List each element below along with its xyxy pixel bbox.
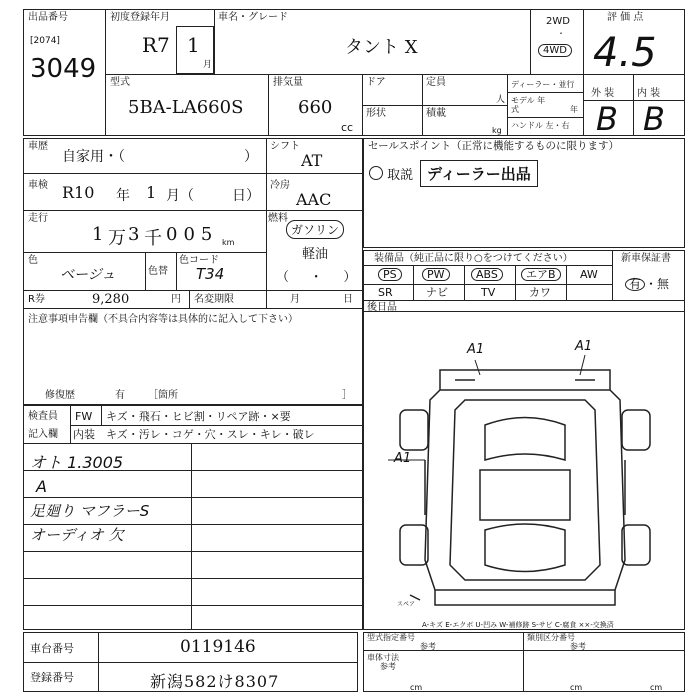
handle-label: ハンドル 左・右 bbox=[511, 121, 570, 130]
manual-label: 取説 bbox=[387, 168, 414, 183]
exterior-grade: B bbox=[596, 100, 618, 138]
length-unit-2: cm bbox=[570, 683, 583, 692]
load-unit: kg bbox=[492, 126, 502, 135]
first-reg-era: R7 bbox=[142, 33, 170, 57]
model-code: 5BA-LA660S bbox=[128, 97, 244, 118]
month-unit: 月 bbox=[203, 60, 213, 70]
equipment-label: 装備品（純正品に限り○をつけてください） bbox=[374, 253, 573, 264]
inspector-label: 検査員 bbox=[28, 411, 58, 422]
mark-a1-side: A1 bbox=[394, 451, 412, 466]
exterior-label: 外 装 bbox=[591, 88, 615, 99]
mileage-rest: 005 bbox=[166, 224, 219, 245]
model-designation-ref: 参考 bbox=[420, 642, 436, 651]
fuel-selected: ガソリン bbox=[286, 220, 344, 239]
history-close: ） bbox=[244, 149, 258, 165]
model-label: 型式 bbox=[110, 77, 130, 88]
inspection-day-txt: 日） bbox=[232, 188, 260, 204]
color-code-value: T34 bbox=[196, 265, 225, 283]
capacity-unit: 人 bbox=[496, 95, 506, 105]
color-label: 色 bbox=[28, 255, 38, 266]
spare-label: スペア bbox=[397, 601, 416, 608]
hand-note-4: オーディオ 欠 bbox=[30, 526, 124, 544]
inspection-month: 1 bbox=[146, 183, 157, 202]
year-unit: 年 bbox=[570, 105, 578, 114]
displacement-label: 排気量 bbox=[273, 77, 303, 88]
hand-note-1: オト 1.3005 bbox=[30, 453, 124, 472]
drive-4wd: 4WD bbox=[538, 44, 572, 57]
mileage-man: 1 bbox=[92, 224, 104, 245]
capacity-label: 定員 bbox=[426, 77, 446, 88]
mileage-label: 走行 bbox=[28, 213, 48, 224]
inspection-month-txt: 月（ bbox=[166, 188, 194, 204]
color-code-label: 色コード bbox=[179, 255, 219, 266]
length-unit-1: cm bbox=[410, 683, 423, 692]
displacement-unit: cc bbox=[341, 121, 354, 134]
equip-ps: PS bbox=[378, 268, 402, 281]
lot-label: 出品番号 bbox=[28, 12, 68, 23]
shift-value: AT bbox=[301, 151, 323, 170]
damage-legend: A-キズ E-エクボ U-凹み W-補修跡 S-サビ C-腐食 ××-交換済 bbox=[422, 621, 614, 629]
length-label: 車体寸法 bbox=[367, 653, 399, 662]
displacement-value: 660 bbox=[298, 97, 333, 118]
fw-label: FW bbox=[75, 410, 93, 423]
manual-item bbox=[369, 164, 413, 183]
car-name: タント X bbox=[345, 37, 418, 58]
shift-label: シフト bbox=[270, 141, 300, 152]
fuel-other: 軽油 bbox=[302, 247, 329, 262]
history-label: 車歴 bbox=[28, 141, 48, 152]
equip-tv: TV bbox=[481, 286, 496, 299]
mileage-man-txt: 万 bbox=[108, 228, 126, 249]
warranty-no: ・無 bbox=[645, 277, 670, 291]
repair-label: 修復歴 bbox=[45, 390, 75, 401]
repair-has: 有 bbox=[115, 390, 125, 401]
equip-aw: AW bbox=[580, 268, 598, 281]
int-label: 内装 bbox=[73, 428, 95, 441]
warranty-yes-circle: 有 bbox=[625, 278, 645, 291]
score-value: 4.5 bbox=[593, 30, 657, 76]
inspection-year-txt: 年 bbox=[116, 188, 130, 204]
mileage-sen-txt: 千 bbox=[144, 228, 162, 249]
chassis-number: 0119146 bbox=[180, 637, 256, 657]
dealer-badge: ディーラー出品 bbox=[420, 160, 538, 187]
repair-loc: ［箇所 bbox=[148, 390, 178, 401]
fuel-paren: （ ・ ） bbox=[276, 270, 357, 285]
class-ref: 参考 bbox=[570, 642, 586, 651]
sales-frame bbox=[363, 138, 685, 248]
mark-a1-left: A1 bbox=[467, 342, 485, 357]
equip-navi: ナビ bbox=[426, 286, 448, 299]
length-ref: 参考 bbox=[380, 662, 396, 671]
equip-airbag: エアB bbox=[521, 268, 561, 281]
score-label: 評 価 点 bbox=[607, 12, 644, 23]
drive-2wd: 2WD bbox=[546, 16, 570, 27]
ac-label: 冷房 bbox=[270, 180, 290, 191]
meigi-label: 名変期限 bbox=[194, 294, 234, 305]
notes-label: 注意事項申告欄（不具合内容等は具体的に記入して下さい） bbox=[28, 314, 298, 325]
model-designation-label: 型式指定番号 bbox=[367, 633, 415, 642]
seat-label: 後日品 bbox=[367, 302, 397, 313]
door-label: ドア bbox=[366, 77, 386, 88]
drive-dot: ・ bbox=[557, 29, 565, 38]
dealer-label: ディーラー・並行 bbox=[511, 80, 575, 89]
ac-value: AAC bbox=[296, 190, 332, 209]
lot-number: 3049 bbox=[30, 54, 97, 84]
inspection-era: R10 bbox=[62, 183, 95, 202]
entry-label: 記入欄 bbox=[28, 429, 58, 440]
sales-label: セールスポイント（正常に機能するものに限ります） bbox=[368, 140, 620, 152]
chassis-label: 車台番号 bbox=[30, 642, 74, 655]
meigi-day: 日 bbox=[343, 294, 353, 305]
reg-number: 新潟582け8307 bbox=[150, 672, 280, 691]
equip-pw: PW bbox=[422, 268, 450, 281]
recycle-label: R券 bbox=[28, 294, 45, 305]
equip-abs: ABS bbox=[471, 268, 503, 281]
car-diagram bbox=[380, 330, 670, 620]
reg-label: 登録番号 bbox=[30, 671, 74, 684]
mileage-sen: 3 bbox=[128, 224, 140, 245]
hand-note-3: 足廻り マフラーS bbox=[30, 502, 150, 520]
recycle-yen: 円 bbox=[171, 294, 181, 305]
mileage-unit: km bbox=[222, 238, 235, 247]
int-check-line: キズ・汚レ・コゲ・穴・スレ・キレ・破レ bbox=[106, 428, 315, 441]
class-label: 類別区分番号 bbox=[527, 633, 575, 642]
car-name-label: 車名・グレード bbox=[218, 12, 288, 23]
header-frame bbox=[23, 9, 685, 136]
recycle-amount: 9,280 bbox=[92, 292, 130, 307]
shape-label: 形状 bbox=[366, 108, 386, 119]
interior-grade: B bbox=[643, 100, 665, 138]
first-reg-month: 1 bbox=[187, 33, 200, 57]
load-label: 積載 bbox=[426, 108, 446, 119]
fuel-label: 燃料 bbox=[268, 213, 288, 224]
meigi-month: 月 bbox=[290, 294, 300, 305]
ext-check-line: キズ・飛石・ヒビ割・リペア跡・×要 bbox=[106, 410, 291, 423]
length-unit-3: cm bbox=[650, 683, 663, 692]
history-value bbox=[62, 146, 125, 166]
inspection-label: 車検 bbox=[28, 180, 48, 191]
warranty-yes bbox=[625, 278, 669, 291]
hand-note-2: A bbox=[36, 477, 47, 496]
model-year-label: モデル 年式 bbox=[511, 96, 546, 114]
color-change-label: 色替 bbox=[148, 266, 168, 277]
mark-a1-right: A1 bbox=[575, 339, 593, 354]
lot-sub: [2074] bbox=[30, 36, 60, 46]
history-value-text: 自家用・（ bbox=[62, 149, 125, 165]
equip-leather: カワ bbox=[529, 286, 551, 299]
first-reg-label: 初度登録年月 bbox=[110, 12, 170, 23]
equip-sr: SR bbox=[378, 286, 393, 299]
color-value: ベージュ bbox=[60, 267, 116, 283]
repair-close: ］ bbox=[342, 390, 352, 401]
interior-label: 内 装 bbox=[637, 88, 661, 99]
check-circle-icon bbox=[369, 166, 383, 180]
warranty-label: 新車保証書 bbox=[621, 253, 671, 264]
